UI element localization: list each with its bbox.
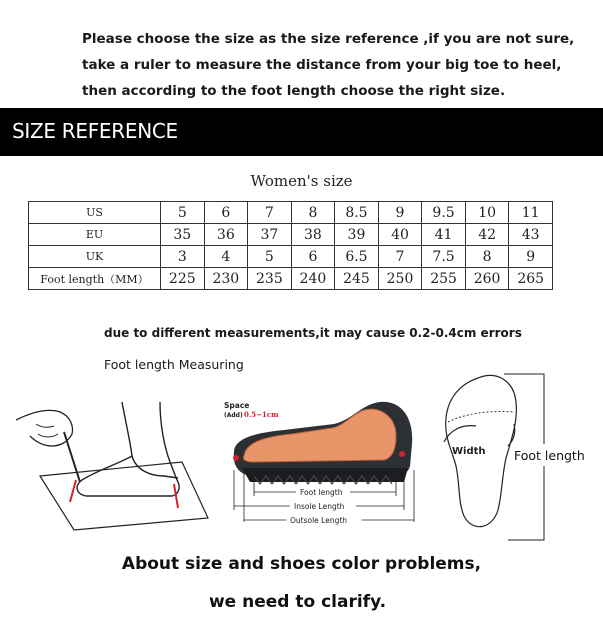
size-cell: 6 bbox=[204, 202, 248, 224]
size-cell: 235 bbox=[248, 268, 292, 290]
size-cell: 8.5 bbox=[335, 202, 379, 224]
size-cell: 5 bbox=[248, 246, 292, 268]
foot-sole-diagram bbox=[432, 368, 603, 544]
size-cell: 3 bbox=[161, 246, 205, 268]
intro-line-3: then according to the foot length choose the right size. bbox=[82, 83, 506, 99]
outsole-length-label: Outsole Length bbox=[290, 516, 348, 525]
size-cell: 9.5 bbox=[422, 202, 466, 224]
size-cell: 36 bbox=[204, 224, 248, 246]
closing-line-2: we need to clarify. bbox=[208, 592, 387, 612]
closing-line-1: About size and shoes color problems, bbox=[121, 554, 482, 574]
size-cell: 9 bbox=[378, 202, 422, 224]
size-cell: 245 bbox=[335, 268, 379, 290]
size-cell: 225 bbox=[161, 268, 205, 290]
size-cell: 10 bbox=[465, 202, 509, 224]
intro-line-1: Please choose the size as the size reference ,if you are not sure, bbox=[82, 31, 575, 47]
size-row-label: Foot length（MM） bbox=[29, 268, 161, 290]
size-cell: 11 bbox=[509, 202, 553, 224]
size-row bbox=[29, 202, 553, 224]
size-cell: 255 bbox=[422, 268, 466, 290]
size-cell: 8 bbox=[291, 202, 335, 224]
space-marker-toe bbox=[233, 455, 239, 461]
size-cell: 8 bbox=[465, 246, 509, 268]
size-cell: 43 bbox=[509, 224, 553, 246]
insole-length-label: Insole Length bbox=[294, 502, 345, 511]
size-cell: 38 bbox=[291, 224, 335, 246]
shoe-length-diagram bbox=[224, 396, 424, 534]
size-row bbox=[29, 268, 553, 290]
foot-length-measuring-title: Foot length Measuring bbox=[104, 357, 244, 372]
size-cell: 250 bbox=[378, 268, 422, 290]
intro-line-2: take a ruler to measure the distance from your big toe to heel, bbox=[82, 57, 562, 73]
size-cell: 40 bbox=[378, 224, 422, 246]
size-cell: 41 bbox=[422, 224, 466, 246]
size-cell: 39 bbox=[335, 224, 379, 246]
size-cell: 6 bbox=[291, 246, 335, 268]
foot-length-side-label: Foot length bbox=[514, 448, 585, 463]
size-cell: 4 bbox=[204, 246, 248, 268]
size-cell: 7 bbox=[378, 246, 422, 268]
size-cell: 265 bbox=[509, 268, 553, 290]
size-row bbox=[29, 246, 553, 268]
measurement-error-note: due to different measurements,it may cause 0.2-0.4cm errors bbox=[104, 326, 522, 340]
add-value: 0.5~1cm bbox=[244, 410, 279, 419]
size-row-label: UK bbox=[29, 246, 161, 268]
space-label: Space bbox=[224, 401, 250, 410]
hand-outline bbox=[16, 410, 73, 446]
size-cell: 6.5 bbox=[335, 246, 379, 268]
size-cell: 7.5 bbox=[422, 246, 466, 268]
size-table-body bbox=[29, 202, 553, 290]
size-cell: 240 bbox=[291, 268, 335, 290]
hand-measuring-illustration bbox=[14, 384, 210, 534]
size-cell: 230 bbox=[204, 268, 248, 290]
space-marker-heel bbox=[399, 451, 405, 457]
size-cell: 5 bbox=[161, 202, 205, 224]
size-row-label: EU bbox=[29, 224, 161, 246]
width-dotted-line bbox=[448, 411, 514, 422]
width-label: Width bbox=[452, 446, 486, 457]
size-table bbox=[28, 201, 553, 290]
add-label: (Add) bbox=[224, 412, 243, 419]
intro-text bbox=[82, 26, 582, 104]
size-row bbox=[29, 224, 553, 246]
size-cell: 37 bbox=[248, 224, 292, 246]
size-row-label: US bbox=[29, 202, 161, 224]
size-cell: 35 bbox=[161, 224, 205, 246]
size-cell: 7 bbox=[248, 202, 292, 224]
size-cell: 42 bbox=[465, 224, 509, 246]
size-cell: 260 bbox=[465, 268, 509, 290]
size-reference-banner bbox=[0, 108, 603, 156]
banner-title: SIZE REFERENCE bbox=[12, 119, 178, 143]
foot-length-label: Foot length bbox=[300, 488, 343, 497]
size-table-title: Women's size bbox=[250, 172, 353, 190]
size-cell: 9 bbox=[509, 246, 553, 268]
